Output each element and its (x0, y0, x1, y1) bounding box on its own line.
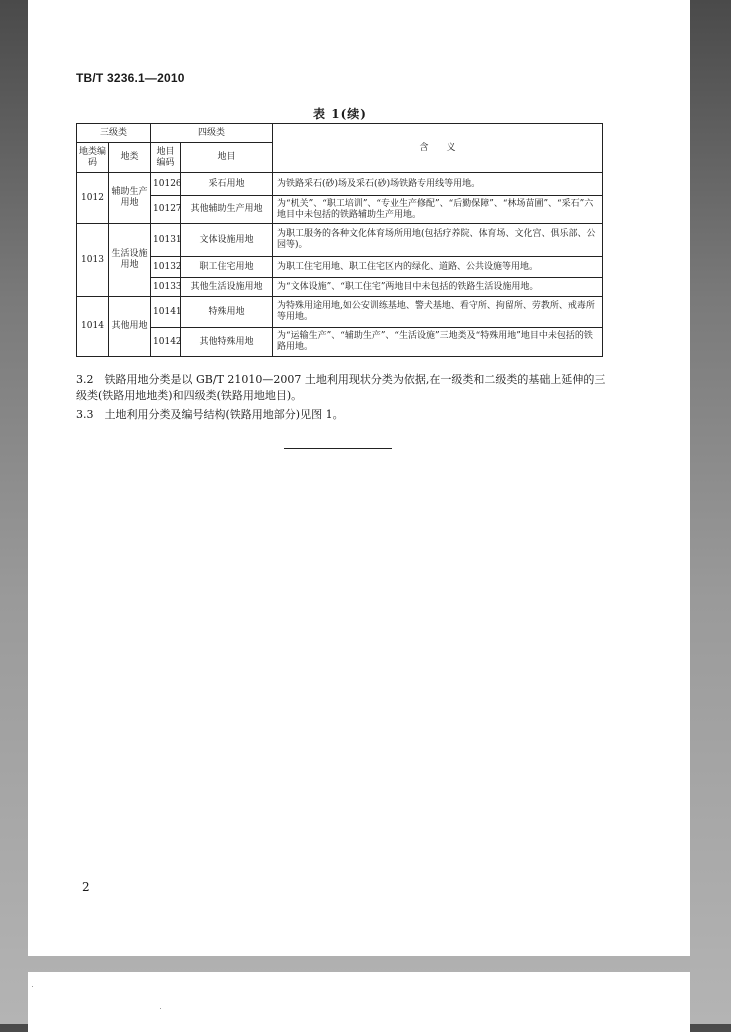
item-code: 10142 (151, 328, 181, 357)
header-level4: 四级类 (151, 124, 273, 143)
item-desc: 为铁路采石(砂)场及采石(砂)场铁路专用线等用地。 (273, 173, 603, 196)
header-meaning: 含 义 (273, 124, 603, 173)
table-caption: 表 1(续) (313, 107, 367, 121)
standard-code: TB/T 3236.1—2010 (76, 71, 185, 85)
item-name: 其他辅助生产用地 (181, 196, 273, 224)
header-name4: 地目 (181, 143, 273, 173)
header-name3: 地类 (109, 143, 151, 173)
table-row (77, 196, 603, 224)
item-name: 特殊用地 (181, 297, 273, 328)
item-name: 文体设施用地 (181, 224, 273, 257)
paragraph-3-2: 3.2 铁路用地分类是以 GB/T 21010—2007 土地利用现状分类为依据,在一级类和二级类的基础上延伸的三级类(铁路用地地类)和四级类(铁路用地地目)。 (76, 373, 606, 402)
table-row (77, 173, 603, 196)
table-row (77, 257, 603, 278)
group-name: 其他用地 (109, 297, 151, 357)
land-classification-table (76, 123, 603, 357)
table-row (77, 278, 603, 297)
item-code: 10127 (151, 196, 181, 224)
item-name: 采石用地 (181, 173, 273, 196)
group-name: 辅助生产用地 (109, 173, 151, 224)
item-desc: 为职工住宅用地、职工住宅区内的绿化、道路、公共设施等用地。 (273, 257, 603, 278)
item-code: 10132 (151, 257, 181, 278)
item-desc: 为“机关”、“职工培训”、“专业生产修配”、“后勤保障”、“林场苗圃”、“采石”六地目中未包括的铁路辅助生产用地。 (273, 196, 603, 224)
table-row (77, 224, 603, 257)
group-code: 1013 (77, 224, 109, 297)
item-name: 其他生活设施用地 (181, 278, 273, 297)
item-desc: 为职工服务的各种文化体育场所用地(包括疗养院、体育场、文化宫、俱乐部、公园等)。 (273, 224, 603, 257)
item-code: 10131 (151, 224, 181, 257)
scan-speck (160, 1008, 161, 1009)
header-level3: 三级类 (77, 124, 151, 143)
group-code: 1012 (77, 173, 109, 224)
end-rule (284, 448, 392, 449)
group-code: 1014 (77, 297, 109, 357)
table-header-row (77, 124, 603, 143)
group-name: 生活设施用地 (109, 224, 151, 297)
item-desc: 为特殊用途用地,如公安训练基地、警犬基地、看守所、拘留所、劳教所、戒毒所等用地。 (273, 297, 603, 328)
item-code: 10126 (151, 173, 181, 196)
next-page-edge (28, 972, 690, 1032)
table-row (77, 297, 603, 328)
item-code: 10133 (151, 278, 181, 297)
scan-speck (32, 986, 33, 987)
page-number: 2 (82, 880, 90, 894)
header-code4: 地目编码 (151, 143, 181, 173)
item-code: 10141 (151, 297, 181, 328)
table-row (77, 328, 603, 357)
item-name: 职工住宅用地 (181, 257, 273, 278)
item-name: 其他特殊用地 (181, 328, 273, 357)
item-desc: 为“文体设施”、“职工住宅”两地目中未包括的铁路生活设施用地。 (273, 278, 603, 297)
paragraph-3-3: 3.3 土地利用分类及编号结构(铁路用地部分)见图 1。 (76, 408, 344, 421)
item-desc: 为“运输生产”、“辅助生产”、“生活设施”三地类及“特殊用地”地目中未包括的铁路用地。 (273, 328, 603, 357)
header-code3: 地类编码 (77, 143, 109, 173)
